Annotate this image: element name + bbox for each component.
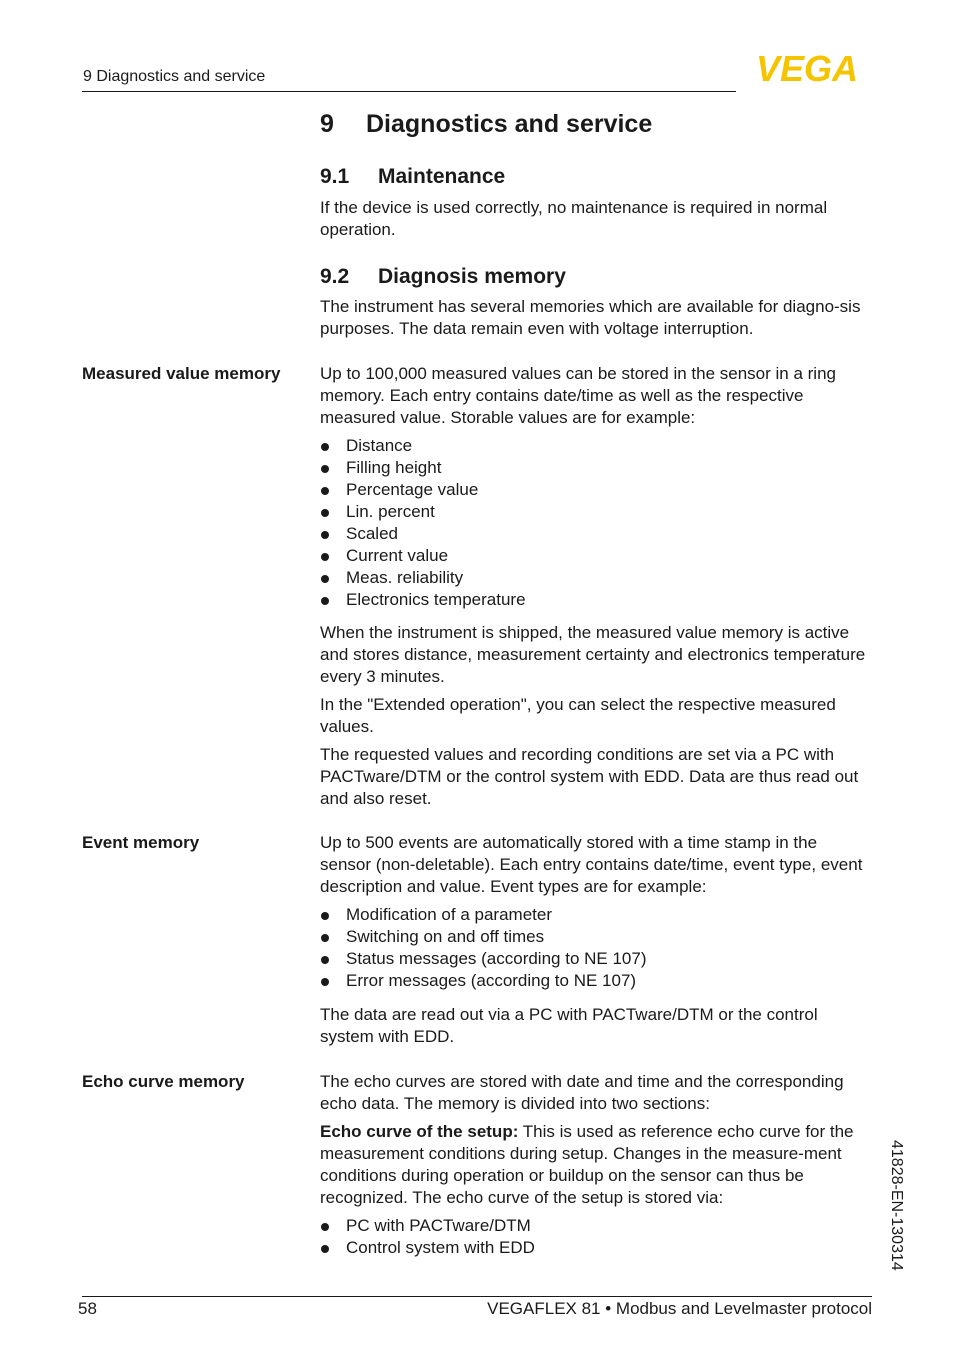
echo-curve-text: The echo curves are stored with date and time and the corresponding echo data. The memory is divided into two sections: (320, 1072, 844, 1113)
list-item: Electronics temperature (320, 589, 526, 611)
side-label-measured-value-memory: Measured value memory (82, 364, 281, 383)
list-item: Modification of a parameter (320, 904, 646, 926)
measured-value-para-1: When the instrument is shipped, the measured value memory is active and stores distance, measurement certainty and electronics temperature every 3 minutes. (320, 623, 866, 686)
list-item: Distance (320, 435, 526, 457)
echo-curve-setup-text: This is used as reference echo curve for the measurement conditions during setup. Changes in the measure-ment conditions during operation or buildup on the sensor can thus be recognized. The echo curve of the setup is stored via: (320, 1122, 854, 1207)
measured-value-para-2: In the "Extended operation", you can select the respective measured values. (320, 695, 836, 736)
measured-value-text: Up to 100,000 measured values can be stored in the sensor in a ring memory. Each entry contains date/time as well as the respective measured value. Storable values are for example: (320, 364, 836, 427)
list-item: Switching on and off times (320, 926, 646, 948)
list-item: PC with PACTware/DTM (320, 1215, 535, 1237)
maintenance-text: If the device is used correctly, no maintenance is required in normal operation. (320, 198, 828, 239)
list-item: Meas. reliability (320, 567, 526, 589)
list-item: Filling height (320, 457, 526, 479)
chapter-title: Diagnostics and service (366, 110, 653, 138)
logo-text: VEGA (755, 52, 859, 84)
page-number: 58 (78, 1299, 97, 1318)
measured-value-para-3: The requested values and recording conditions are set via a PC with PACTware/DTM or the control system with EDD. Data are thus read out and also reset. (320, 745, 859, 808)
echo-curve-storage-list (320, 1215, 535, 1259)
list-item: Error messages (according to NE 107) (320, 970, 646, 992)
event-memory-para-1: The data are read out via a PC with PACTware/DTM or the control system with EDD. (320, 1005, 818, 1046)
header-divider (82, 91, 736, 92)
list-item: Percentage value (320, 479, 526, 501)
running-header: 9 Diagnostics and service (83, 68, 266, 85)
echo-curve-setup-label: Echo curve of the setup: (320, 1122, 519, 1141)
echo-curve-setup-para (320, 1121, 872, 1209)
section-heading-maintenance (320, 165, 505, 189)
document-code: 41828-EN-130314 (888, 1140, 905, 1271)
chapter-number: 9 (320, 110, 334, 138)
vega-logo (742, 52, 872, 84)
section-title: Diagnosis memory (378, 265, 566, 288)
footer-title: VEGAFLEX 81 • Modbus and Levelmaster protocol (487, 1299, 872, 1318)
diagnosis-intro: The instrument has several memories which are available for diagno-sis purposes. The data remain even with voltage interruption. (320, 297, 861, 338)
list-item: Status messages (according to NE 107) (320, 948, 646, 970)
list-item: Control system with EDD (320, 1237, 535, 1259)
chapter-heading (320, 110, 652, 139)
event-memory-text: Up to 500 events are automatically stored with a time stamp in the sensor (non-deletable). Each entry contains date/time, event type, event description and value. Event types are for example: (320, 833, 863, 896)
list-item: Current value (320, 545, 526, 567)
event-type-list (320, 904, 646, 992)
side-label-echo-curve-memory: Echo curve memory (82, 1072, 245, 1091)
section-heading-diagnosis-memory (320, 265, 566, 289)
list-item: Lin. percent (320, 501, 526, 523)
side-label-event-memory: Event memory (82, 833, 200, 852)
section-number: 9.2 (320, 265, 350, 288)
measured-value-list (320, 435, 526, 611)
section-title: Maintenance (378, 165, 506, 188)
list-item: Scaled (320, 523, 526, 545)
footer-divider (82, 1296, 872, 1297)
section-number: 9.1 (320, 165, 350, 188)
